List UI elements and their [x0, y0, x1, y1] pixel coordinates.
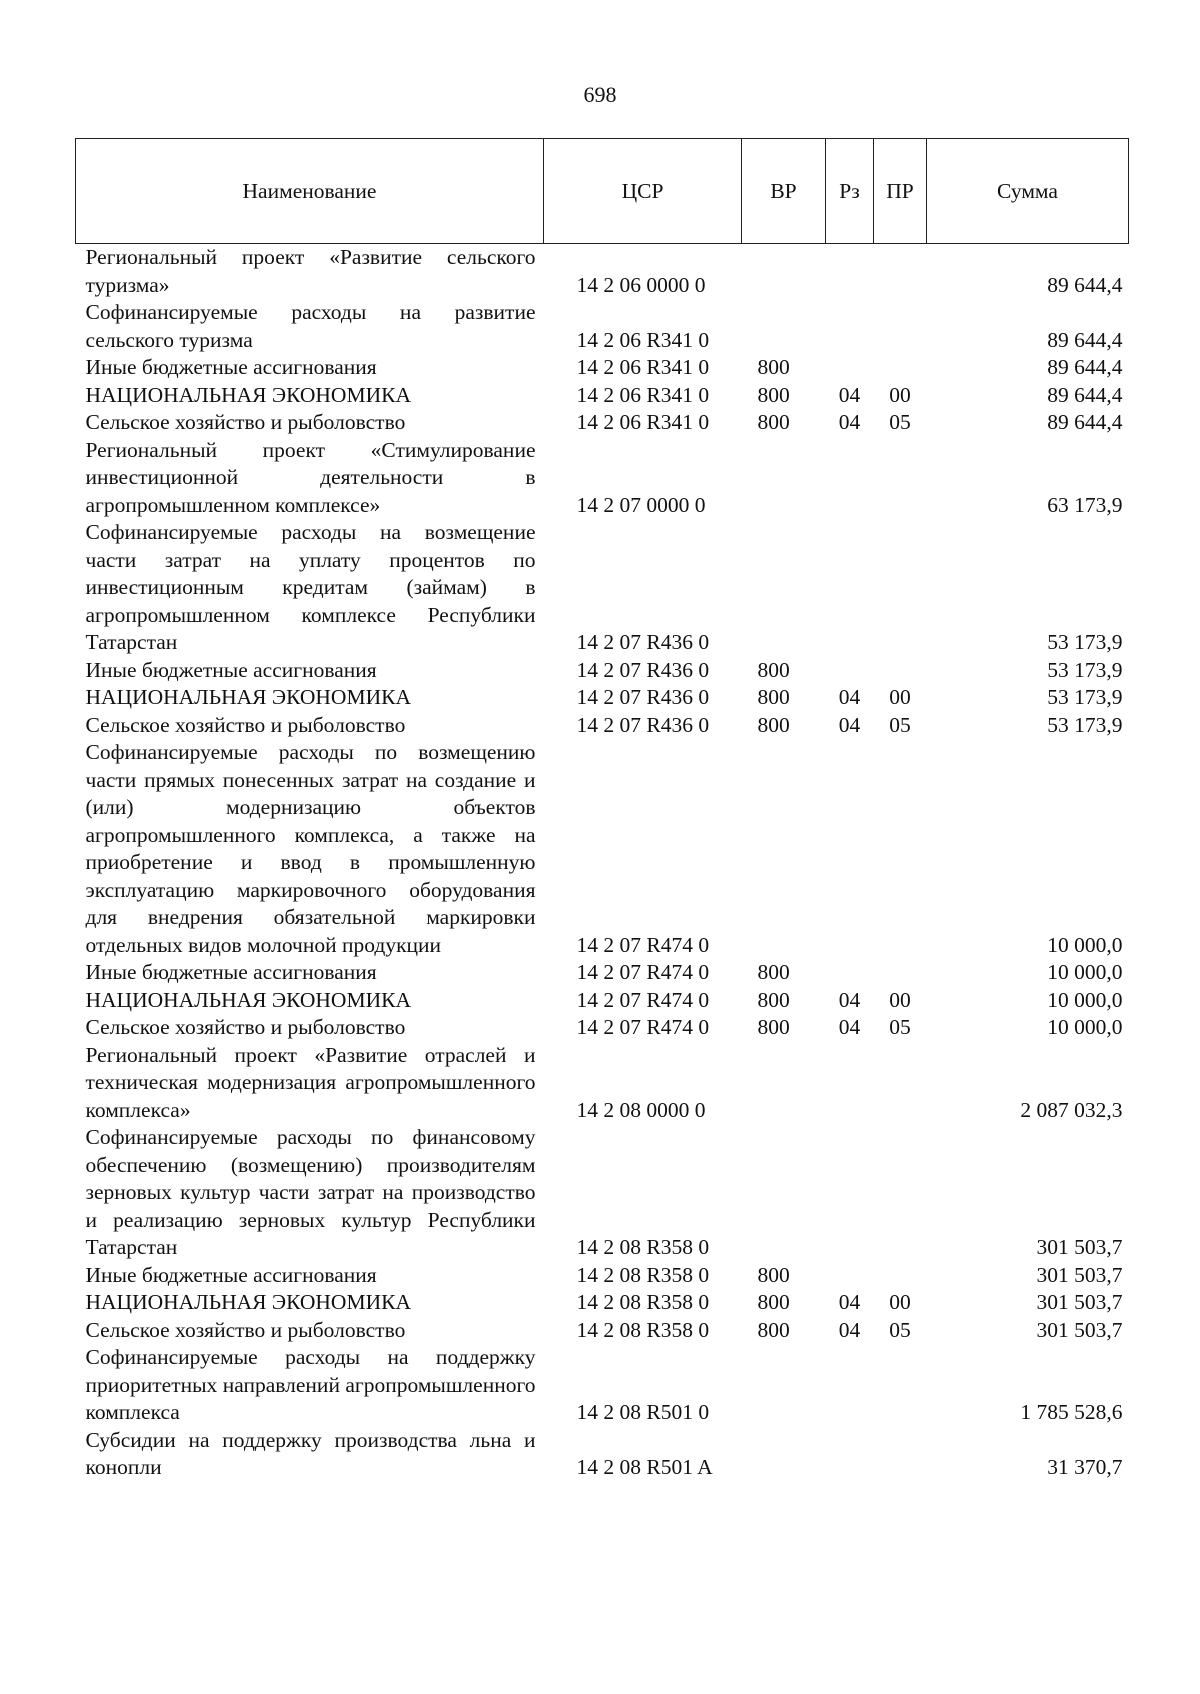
row-pr	[874, 299, 927, 354]
row-vr	[742, 1124, 826, 1262]
table-row	[76, 657, 1129, 685]
row-rz	[826, 244, 874, 300]
header-rz: Рз	[826, 139, 874, 244]
row-name: Сельское хозяйство и рыболовство	[85, 410, 406, 434]
budget-table	[75, 138, 1129, 1482]
row-sum: 63 173,9	[1047, 492, 1123, 517]
row-sum: 53 173,9	[1047, 630, 1123, 654]
row-rz	[826, 739, 874, 959]
row-name: Региональный проект «Развитие сельского туризма»	[85, 245, 536, 297]
row-csr: 14 2 07 0000 0	[576, 492, 706, 517]
row-sum: 89 644,4	[1047, 382, 1123, 407]
row-pr: 05	[889, 410, 911, 434]
row-sum: 89 644,4	[1047, 327, 1123, 352]
row-pr: 00	[889, 382, 911, 407]
row-pr	[874, 959, 927, 987]
row-csr: 14 2 08 R358 0	[576, 1317, 710, 1342]
table-row	[76, 519, 1129, 657]
row-csr: 14 2 07 R474 0	[576, 987, 710, 1012]
row-rz: 04	[838, 987, 861, 1012]
row-rz	[826, 299, 874, 354]
table-row	[76, 354, 1129, 382]
row-name: Софинансируемые расходы по возмещению части прямых понесенных затрат на создание и (или) модернизацию объектов агропромышленного комплекса, а также на приобретение и ввод в промышленную эксплуатацию маркировочного оборудования для внедрения обязательной маркировки отдельных видов молочной продукции	[85, 740, 536, 957]
row-pr: 00	[889, 685, 911, 709]
row-name: Иные бюджетные ассигнования	[85, 960, 377, 984]
table-row	[76, 1344, 1129, 1427]
row-rz: 04	[838, 685, 861, 709]
header-pr: ПР	[874, 139, 927, 244]
row-sum: 89 644,4	[1047, 410, 1123, 434]
row-name: НАЦИОНАЛЬНАЯ ЭКОНОМИКА	[85, 1290, 411, 1314]
row-pr	[874, 1042, 927, 1125]
row-vr: 800	[757, 987, 790, 1012]
header-vr: ВР	[742, 139, 826, 244]
row-name: Софинансируемые расходы на развитие сельского туризма	[85, 300, 536, 352]
row-pr	[874, 739, 927, 959]
row-pr: 05	[889, 1015, 911, 1039]
table-row	[76, 1317, 1129, 1345]
row-rz	[826, 1042, 874, 1125]
row-name: Сельское хозяйство и рыболовство	[85, 712, 406, 737]
table-row	[76, 739, 1129, 959]
row-rz: 04	[838, 1317, 861, 1342]
row-rz	[826, 437, 874, 520]
row-rz: 04	[838, 1015, 861, 1039]
row-vr: 800	[757, 410, 790, 434]
row-name: Сельское хозяйство и рыболовство	[85, 1015, 406, 1039]
table-row	[76, 1262, 1129, 1290]
table-row	[76, 382, 1129, 410]
row-rz: 04	[838, 1290, 861, 1314]
table-row	[76, 244, 1129, 300]
row-sum: 301 503,7	[1036, 1290, 1123, 1314]
row-rz	[826, 354, 874, 382]
row-pr	[874, 1427, 927, 1482]
row-name: НАЦИОНАЛЬНАЯ ЭКОНОМИКА	[85, 382, 411, 407]
row-vr	[742, 739, 826, 959]
row-rz	[826, 959, 874, 987]
row-pr	[874, 519, 927, 657]
row-sum: 53 173,9	[1047, 657, 1123, 682]
row-name: НАЦИОНАЛЬНАЯ ЭКОНОМИКА	[85, 987, 411, 1012]
row-csr: 14 2 07 R436 0	[576, 657, 710, 682]
row-vr	[742, 299, 826, 354]
row-name: НАЦИОНАЛЬНАЯ ЭКОНОМИКА	[85, 685, 411, 709]
row-sum: 53 173,9	[1047, 685, 1123, 709]
row-rz	[826, 1124, 874, 1262]
row-pr: 05	[889, 1317, 911, 1342]
table-row	[76, 1014, 1129, 1042]
row-pr	[874, 437, 927, 520]
row-vr	[742, 437, 826, 520]
row-name: Региональный проект «Стимулирование инвестиционной деятельности в агропромышленном комплексе»	[85, 437, 536, 517]
row-vr: 800	[757, 1290, 790, 1314]
table-row	[76, 409, 1129, 437]
row-csr: 14 2 08 R501 A	[576, 1455, 713, 1479]
row-rz	[826, 1262, 874, 1290]
row-sum: 10 000,0	[1047, 1015, 1123, 1039]
row-pr	[874, 244, 927, 300]
row-vr: 800	[757, 960, 790, 984]
row-csr: 14 2 08 0000 0	[576, 1097, 706, 1122]
table-row	[76, 959, 1129, 987]
row-sum: 89 644,4	[1047, 272, 1123, 297]
row-csr: 14 2 07 R474 0	[576, 960, 710, 984]
row-rz: 04	[838, 712, 861, 737]
table-row	[76, 299, 1129, 354]
row-rz: 04	[838, 382, 861, 407]
row-vr: 800	[757, 1015, 790, 1039]
row-name: Софинансируемые расходы на возмещение части затрат на уплату процентов по инвестиционным кредитам (займам) в агропромышленном комплексе Республики Татарстан	[85, 520, 536, 654]
row-name: Региональный проект «Развитие отраслей и техническая модернизация агропромышленного комплекса»	[85, 1042, 536, 1122]
row-csr: 14 2 06 R341 0	[576, 355, 710, 379]
row-sum: 301 503,7	[1036, 1235, 1123, 1259]
table-row	[76, 987, 1129, 1015]
header-csr: ЦСР	[544, 139, 742, 244]
row-csr: 14 2 06 R341 0	[576, 410, 710, 434]
row-pr: 05	[889, 712, 911, 737]
row-csr: 14 2 06 R341 0	[576, 327, 710, 352]
row-vr	[742, 519, 826, 657]
row-vr: 800	[757, 712, 790, 737]
row-vr	[742, 1042, 826, 1125]
row-csr: 14 2 08 R358 0	[576, 1290, 710, 1314]
row-name: Сельское хозяйство и рыболовство	[85, 1317, 406, 1342]
row-rz	[826, 1344, 874, 1427]
row-vr: 800	[757, 657, 790, 682]
table-header	[76, 139, 1129, 244]
row-sum: 10 000,0	[1047, 987, 1123, 1012]
row-pr: 00	[889, 987, 911, 1012]
row-csr: 14 2 06 0000 0	[576, 272, 706, 297]
row-csr: 14 2 07 R474 0	[576, 932, 710, 957]
row-name: Софинансируемые расходы на поддержку приоритетных направлений агропромышленного комплекса	[85, 1345, 536, 1424]
row-vr: 800	[757, 355, 790, 379]
header-sum: Сумма	[927, 139, 1129, 244]
row-sum: 53 173,9	[1047, 712, 1123, 737]
row-csr: 14 2 07 R436 0	[576, 685, 710, 709]
row-csr: 14 2 08 R501 0	[576, 1400, 710, 1424]
row-name: Иные бюджетные ассигнования	[85, 355, 377, 379]
row-vr	[742, 1427, 826, 1482]
header-name: Наименование	[76, 139, 544, 244]
row-csr: 14 2 07 R436 0	[576, 712, 710, 737]
row-name: Субсидии на поддержку производства льна и конопли	[85, 1427, 536, 1479]
row-pr: 00	[889, 1290, 911, 1314]
row-sum: 1 785 528,6	[1020, 1400, 1123, 1424]
row-vr: 800	[757, 685, 790, 709]
row-rz	[826, 657, 874, 685]
row-name: Иные бюджетные ассигнования	[85, 1262, 377, 1287]
row-vr: 800	[757, 1317, 790, 1342]
row-name: Иные бюджетные ассигнования	[85, 657, 377, 682]
row-sum: 89 644,4	[1047, 355, 1123, 379]
row-csr: 14 2 07 R436 0	[576, 630, 710, 654]
page-number: 698	[583, 82, 617, 107]
row-pr	[874, 354, 927, 382]
row-sum: 301 503,7	[1036, 1262, 1123, 1287]
row-vr: 800	[757, 382, 790, 407]
table-row	[76, 1289, 1129, 1317]
row-sum: 10 000,0	[1047, 932, 1123, 957]
table-row	[76, 684, 1129, 712]
row-csr: 14 2 07 R474 0	[576, 1015, 710, 1039]
row-rz	[826, 1427, 874, 1482]
table-row	[76, 1124, 1129, 1262]
table-body	[76, 244, 1129, 1482]
row-csr: 14 2 06 R341 0	[576, 382, 710, 407]
row-rz	[826, 519, 874, 657]
row-csr: 14 2 08 R358 0	[576, 1262, 710, 1287]
row-pr	[874, 1262, 927, 1290]
table-row	[76, 712, 1129, 740]
row-vr	[742, 244, 826, 300]
row-sum: 10 000,0	[1047, 960, 1123, 984]
row-pr	[874, 1344, 927, 1427]
row-csr: 14 2 08 R358 0	[576, 1235, 710, 1259]
row-sum: 301 503,7	[1036, 1317, 1123, 1342]
table-row	[76, 1042, 1129, 1125]
row-pr	[874, 1124, 927, 1262]
row-pr	[874, 657, 927, 685]
row-vr: 800	[757, 1262, 790, 1287]
row-sum: 31 370,7	[1047, 1455, 1123, 1479]
row-vr	[742, 1344, 826, 1427]
table-row	[76, 437, 1129, 520]
row-rz: 04	[838, 410, 861, 434]
table-row	[76, 1427, 1129, 1482]
row-sum: 2 087 032,3	[1020, 1097, 1123, 1122]
row-name: Софинансируемые расходы по финансовому обеспечению (возмещению) производителям зерновых культур части затрат на производство и реализацию зерновых культур Республики Татарстан	[85, 1125, 536, 1259]
